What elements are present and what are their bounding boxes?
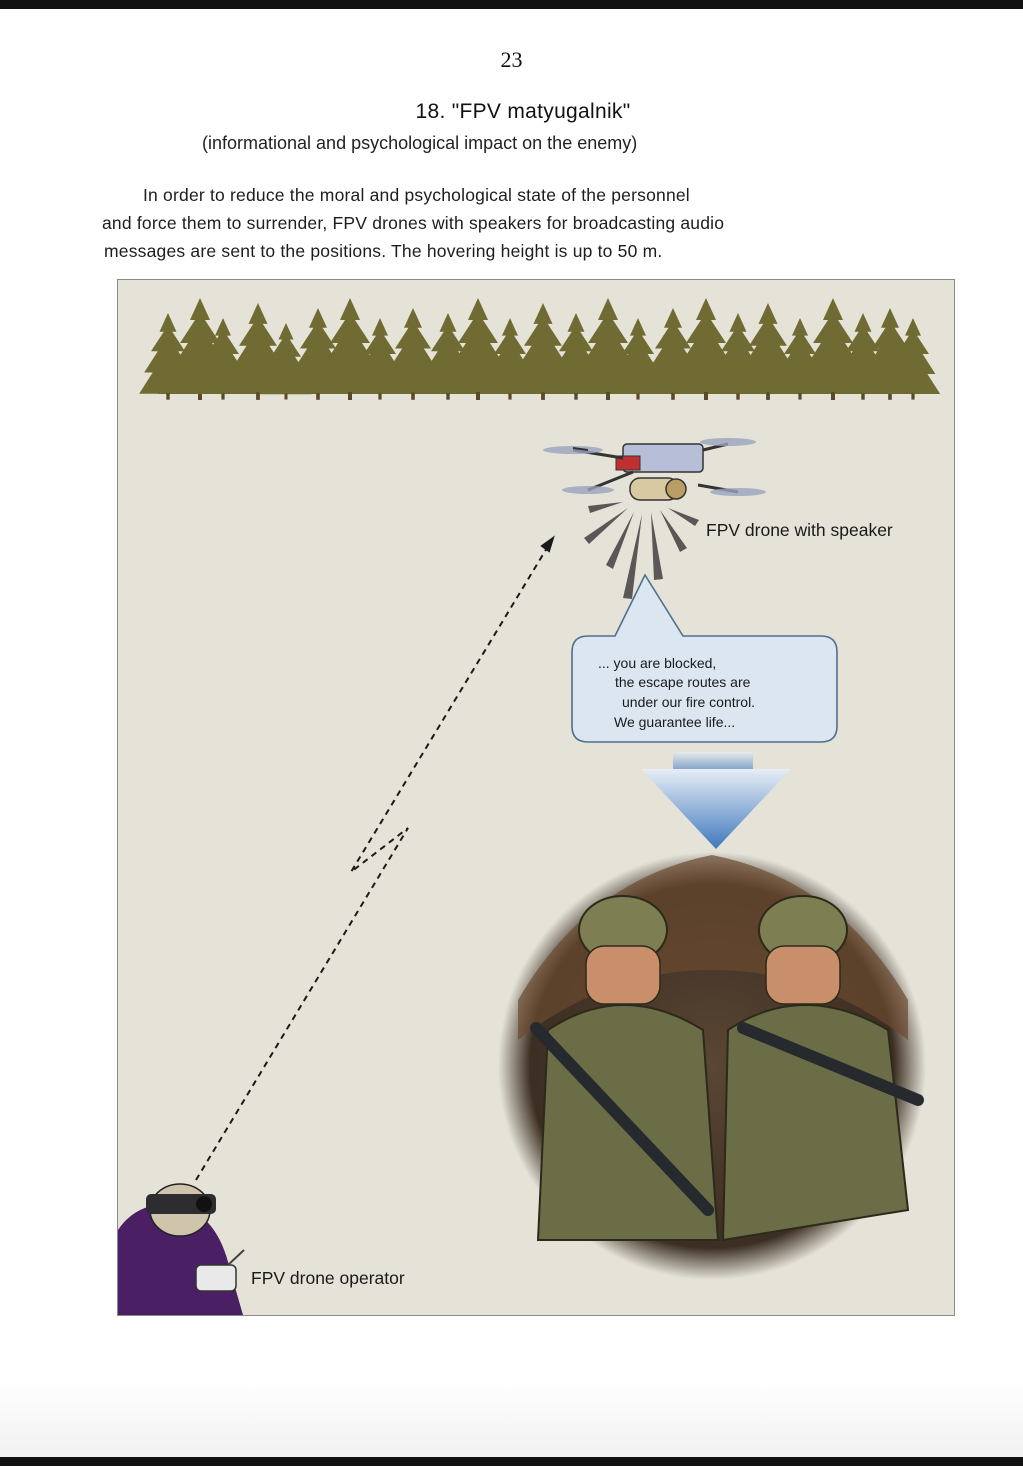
down-arrow-icon — [641, 752, 791, 849]
soldiers-illustration — [498, 852, 926, 1280]
drone-label: FPV drone with speaker — [706, 520, 893, 540]
bottom-edge-bar — [0, 1457, 1023, 1466]
tree-line — [139, 298, 940, 400]
bubble-line-4: We guarantee life... — [614, 714, 736, 730]
operator-illustration — [118, 1184, 244, 1315]
top-edge-bar — [0, 0, 1023, 9]
illustration-canvas — [118, 280, 954, 1315]
fpv-drone-icon — [543, 438, 766, 500]
illustration-figure — [117, 279, 955, 1316]
page-subtitle: (informational and psychological impact on the enemy) — [202, 133, 638, 153]
bubble-line-3: under our fire control. — [622, 694, 756, 710]
bubble-line-1: ... you are blocked, — [598, 655, 717, 671]
page-bottom-shadow — [0, 1380, 1023, 1457]
operator-label: FPV drone operator — [251, 1268, 405, 1288]
page-title: 18. "FPV matyugalnik" — [415, 100, 631, 123]
paragraph-line-1: In order to reduce the moral and psychological state of the personnel — [143, 185, 690, 205]
page-number: 23 — [500, 47, 523, 72]
bubble-line-2: the escape routes are — [615, 674, 751, 690]
paragraph-line-2: and force them to surrender, FPV drones with speakers for broadcasting audio — [102, 213, 725, 233]
paragraph-line-3: messages are sent to the positions. The hovering height is up to 50 m. — [104, 241, 663, 261]
